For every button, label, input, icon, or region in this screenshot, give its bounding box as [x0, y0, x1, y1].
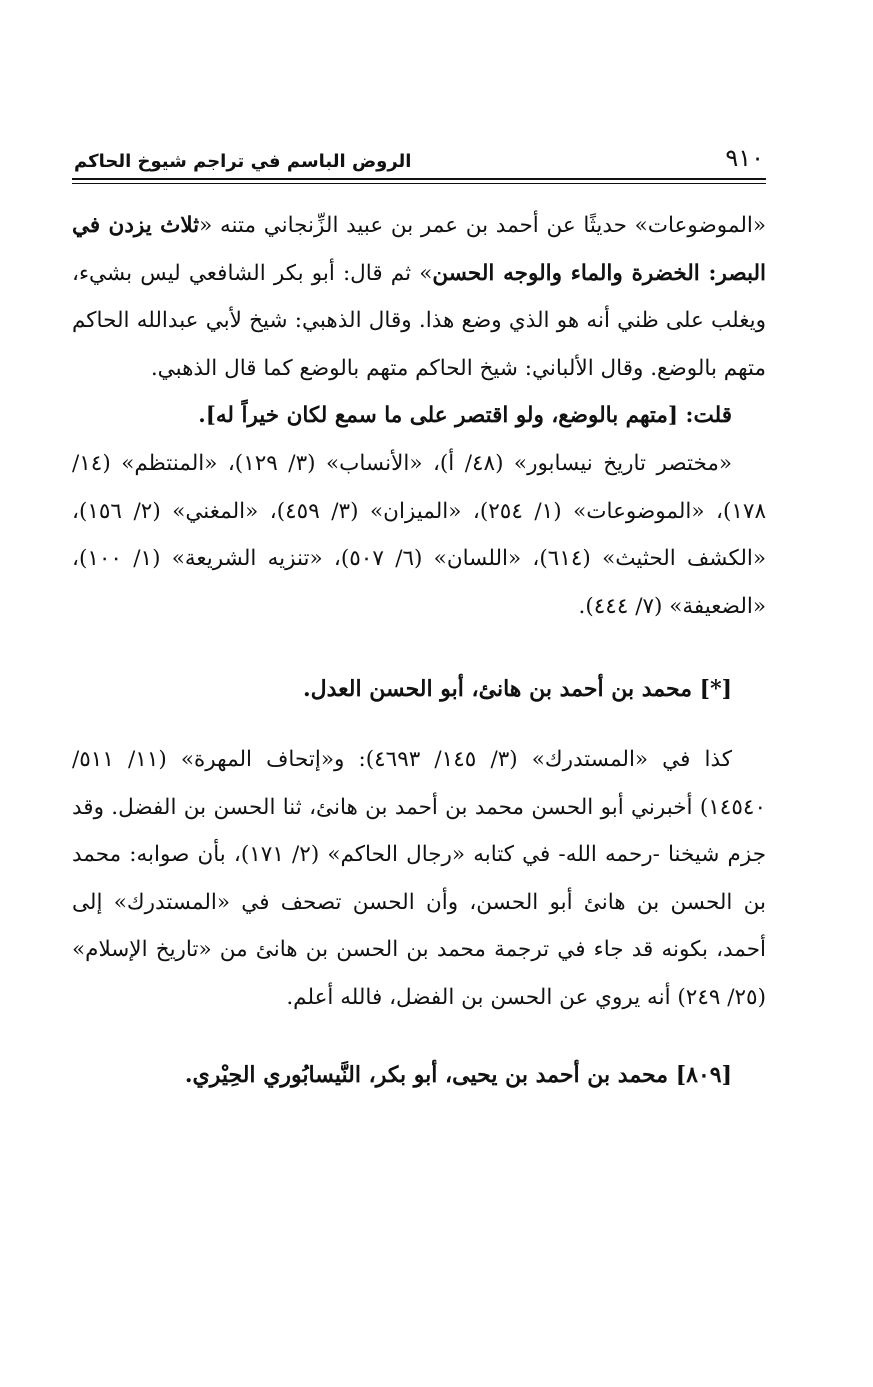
opening-rest: » ثم قال: أبو بكر الشافعي ليس بشيء، ويغلب على ظني أنه هو الذي وضع هذا. وقال الذهبي: شيخ لأبي عبدالله الحاكم متهم بالوضع. وقال الألباني: شيخ الحاكم متهم بالوضع كما قال الذهبي. [72, 260, 766, 381]
entry-heading-star: [*] محمد بن أحمد بن هانئ، أبو الحسن العدل. [302, 676, 732, 703]
opening-lead: «الموضوعات» حديثًا عن أحمد بن عمر بن عبيد الزِّنجاني متنه « [199, 213, 766, 238]
entry-star-paragraph: كذا في «المستدرك» (٣/ ١٤٥/ ٤٦٩٣): و«إتحاف المهرة» (١١/ ٥١١/ ١٤٥٤٠) أخبرني أبو الحسن محمد بن أحمد بن هانئ، ثنا الحسن بن الفضل. وقد جزم شيخنا -رحمه الله- في كتابه «رجال الحاكم» (٢/ ١٧١)، بأن صوابه: محمد بن الحسن بن هانئ أبو الحسن، وأن الحسن تصحف في «المستدرك» إلى أحمد، بكونه قد جاء في ترجمة محمد بن الحسن بن هانئ من «تاريخ الإسلام» (٢٥/ ٢٤٩) أنه يروي عن الحسن بن الفضل، فالله أعلم. [72, 746, 767, 1010]
verdict-note: قلت: [متهم بالوضع، ولو اقتصر على ما سمع لكان خيراً له]. [198, 403, 732, 429]
references-list: «مختصر تاريخ نيسابور» (٤٨/ أ)، «الأنساب» (٣/ ١٢٩)، «المنتظم» (١٤/ ١٧٨)، «الموضوعات» (١/ ٢٥٤)، «الميزان» (٣/ ٤٥٩)، «المغني» (٢/ ١٥٦)، «الكشف الحثيث» (٦١٤)، «اللسان» (٦/ ٥٠٧)، «تنزيه الشريعة» (١/ ١٠٠)، «الضعيفة» (٧/ ٤٤٤). [72, 450, 767, 619]
entry-heading-809: [٨٠٩] محمد بن أحمد بن يحيى، أبو بكر، النَّيسابُوري الحِيْري. [184, 1061, 732, 1088]
book-title: الروض الباسم في تراجم شيوخ الحاكم [74, 151, 412, 172]
opening-paragraph [72, 202, 766, 392]
header-divider [72, 178, 766, 184]
page-body [72, 202, 766, 1099]
book-page [72, 128, 766, 1099]
quoted-hadith: ثلاث يزدن في البصر: الخضرة والماء والوجه الحسن [72, 213, 766, 286]
page-number: ٩١٠ [725, 144, 764, 172]
running-head [72, 128, 766, 172]
